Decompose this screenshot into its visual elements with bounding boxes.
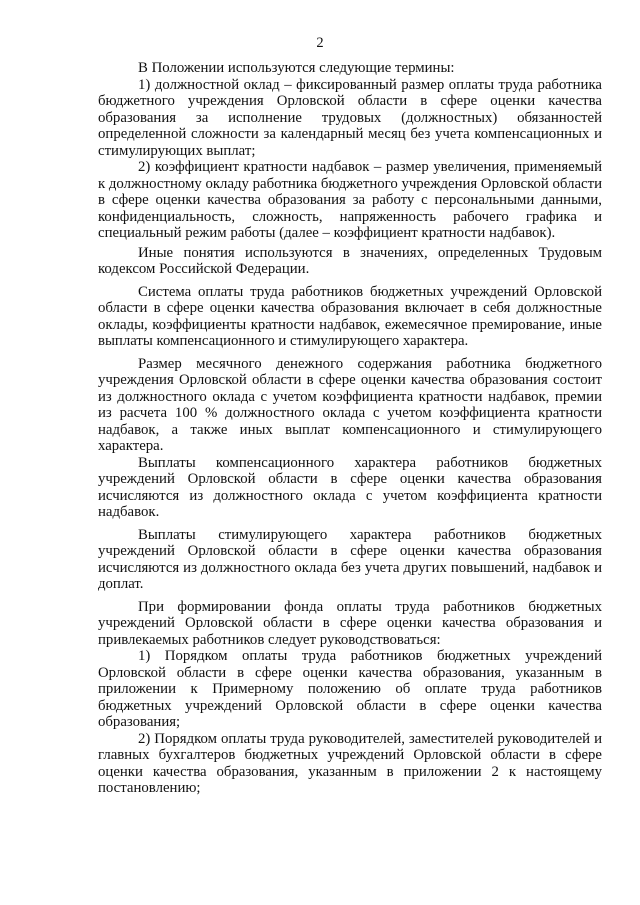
other-terms-paragraph: Иные понятия используются в значениях, определенных Трудовым кодексом Российской Федерации. [98,244,602,277]
incentive-payments-paragraph: Выплаты стимулирующего характера работников бюджетных учреждений Орловской области в сфере оценки качества образования исчисляются из должностного оклада без учета других повышений, надбавок и доплат. [98,526,602,592]
procedure-item-1: 1) Порядком оплаты труда работников бюджетных учреждений Орловской области в сфере оценки качества образования, указанным в приложении к Примерному положению об оплате труда работников бюджетных учреждений Орловской области в сфере оценки качества образования; [98,648,602,730]
procedure-item-2: 2) Порядком оплаты труда руководителей, заместителей руководителей и главных бухгалтеров бюджетных учреждений Орловской области в сфере оценки качества образования, указанным в приложении 2 к настоящему постановлению; [98,730,602,796]
monthly-pay-paragraph: Размер месячного денежного содержания работника бюджетного учреждения Орловской области в сфере оценки качества образования состоит из должностного оклада с учетом коэффициента кратности надбавок, премии из расчета 100 % должностного оклада с учетом коэффициента кратности надбавок, а также иных выплат компенсационного и стимулирующего характера. [98,355,602,454]
compensation-payments-paragraph: Выплаты компенсационного характера работников бюджетных учреждений Орловской области в сфере оценки качества образования исчисляются из должностного оклада с учетом коэффициента кратности надбавок. [98,454,602,520]
payroll-fund-paragraph: При формировании фонда оплаты труда работников бюджетных учреждений Орловской области в сфере оценки качества образования и привлекаемых работников следует руководствоваться: [98,598,602,648]
term-coefficient: 2) коэффициент кратности надбавок – размер увеличения, применяемый к должностному окладу работника бюджетного учреждения Орловской области в сфере оценки качества образования за работу с персональными данными, конфиденциальность, сложность, напряженность рабочего графика и специальный режим работы (далее – коэффициент кратности надбавок). [98,159,602,241]
pay-system-paragraph: Система оплаты труда работников бюджетных учреждений Орловской области в сфере оценки качества образования включает в себя должностные оклады, коэффициенты кратности надбавок, ежемесячное премирование, иные выплаты компенсационного и стимулирующего характера. [98,283,602,349]
term-salary: 1) должностной оклад – фиксированный размер оплаты труда работника бюджетного учреждения Орловской области в сфере оценки качества образования за исполнение трудовых (должностных) обязанностей определенной сложности за календарный месяц без учета компенсационных и стимулирующих выплат; [98,76,602,159]
page-number: 2 [316,35,324,51]
document-body [98,60,602,797]
terms-intro: В Положении используются следующие термины: [138,60,455,76]
